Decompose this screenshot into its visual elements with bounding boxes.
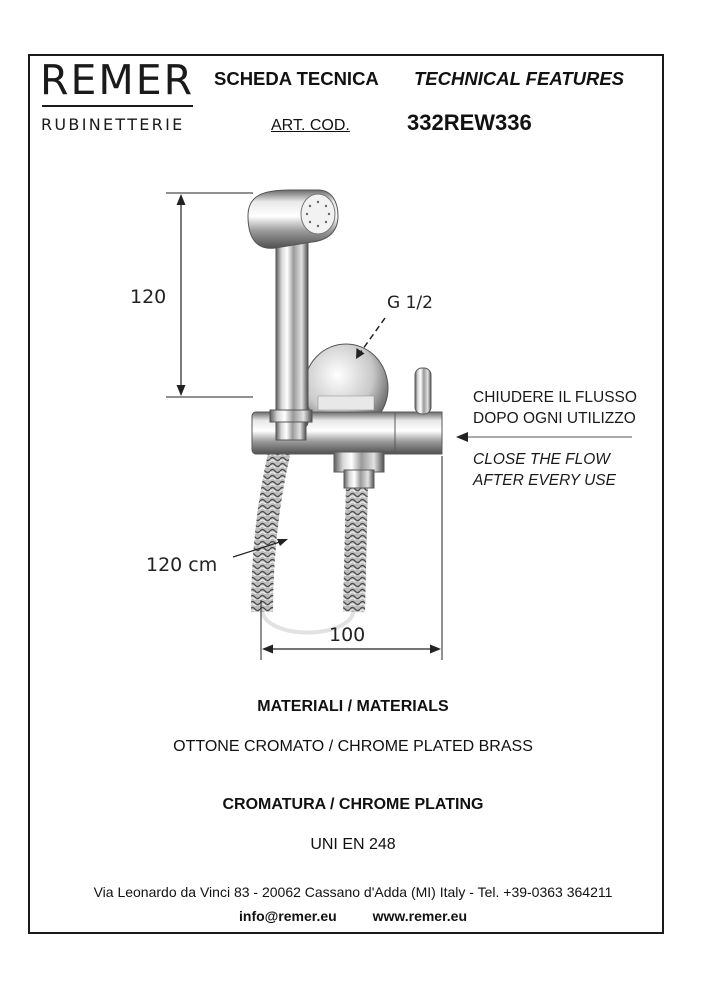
company-address: Via Leonardo da Vinci 83 - 20062 Cassano d'Adda (MI) Italy - Tel. +39-0363 364211: [93, 884, 613, 900]
hose-length-label: 120 cm: [146, 554, 218, 576]
website-link[interactable]: www.remer.eu: [372, 908, 467, 924]
thread-size-label: G 1/2: [387, 293, 433, 313]
note-italian-line2: DOPO OGNI UTILIZZO: [473, 410, 636, 427]
height-dimension: [166, 193, 253, 397]
plating-heading: CROMATURA / CHROME PLATING: [222, 796, 484, 813]
title-italian: SCHEDA TECNICA: [214, 68, 379, 89]
brand-logo-sub: RUBINETTERIE: [41, 115, 185, 134]
materials-value: OTTONE CROMATO / CHROME PLATED BRASS: [173, 738, 533, 755]
valve-lever: [415, 368, 431, 414]
flow-note-arrow: [456, 432, 632, 442]
email-link[interactable]: info@remer.eu: [239, 908, 337, 924]
article-code: 332REW336: [407, 110, 532, 135]
note-english-line1: CLOSE THE FLOW: [473, 451, 610, 468]
materials-heading: MATERIALI / MATERIALS: [257, 698, 449, 715]
hose-left: [262, 438, 283, 612]
brand-logo: REMER: [40, 56, 195, 104]
plating-value: UNI EN 248: [310, 836, 396, 853]
article-code-label: ART. COD.: [271, 117, 350, 134]
hose-right: [354, 484, 357, 612]
height-dimension-label: 120: [130, 286, 167, 308]
contact-row: [0, 908, 706, 924]
title-english: TECHNICAL FEATURES: [414, 68, 625, 89]
width-dimension-label: 100: [329, 624, 366, 646]
note-english-line2: AFTER EVERY USE: [473, 472, 616, 489]
note-italian-line1: CHIUDERE IL FLUSSO: [473, 389, 637, 406]
